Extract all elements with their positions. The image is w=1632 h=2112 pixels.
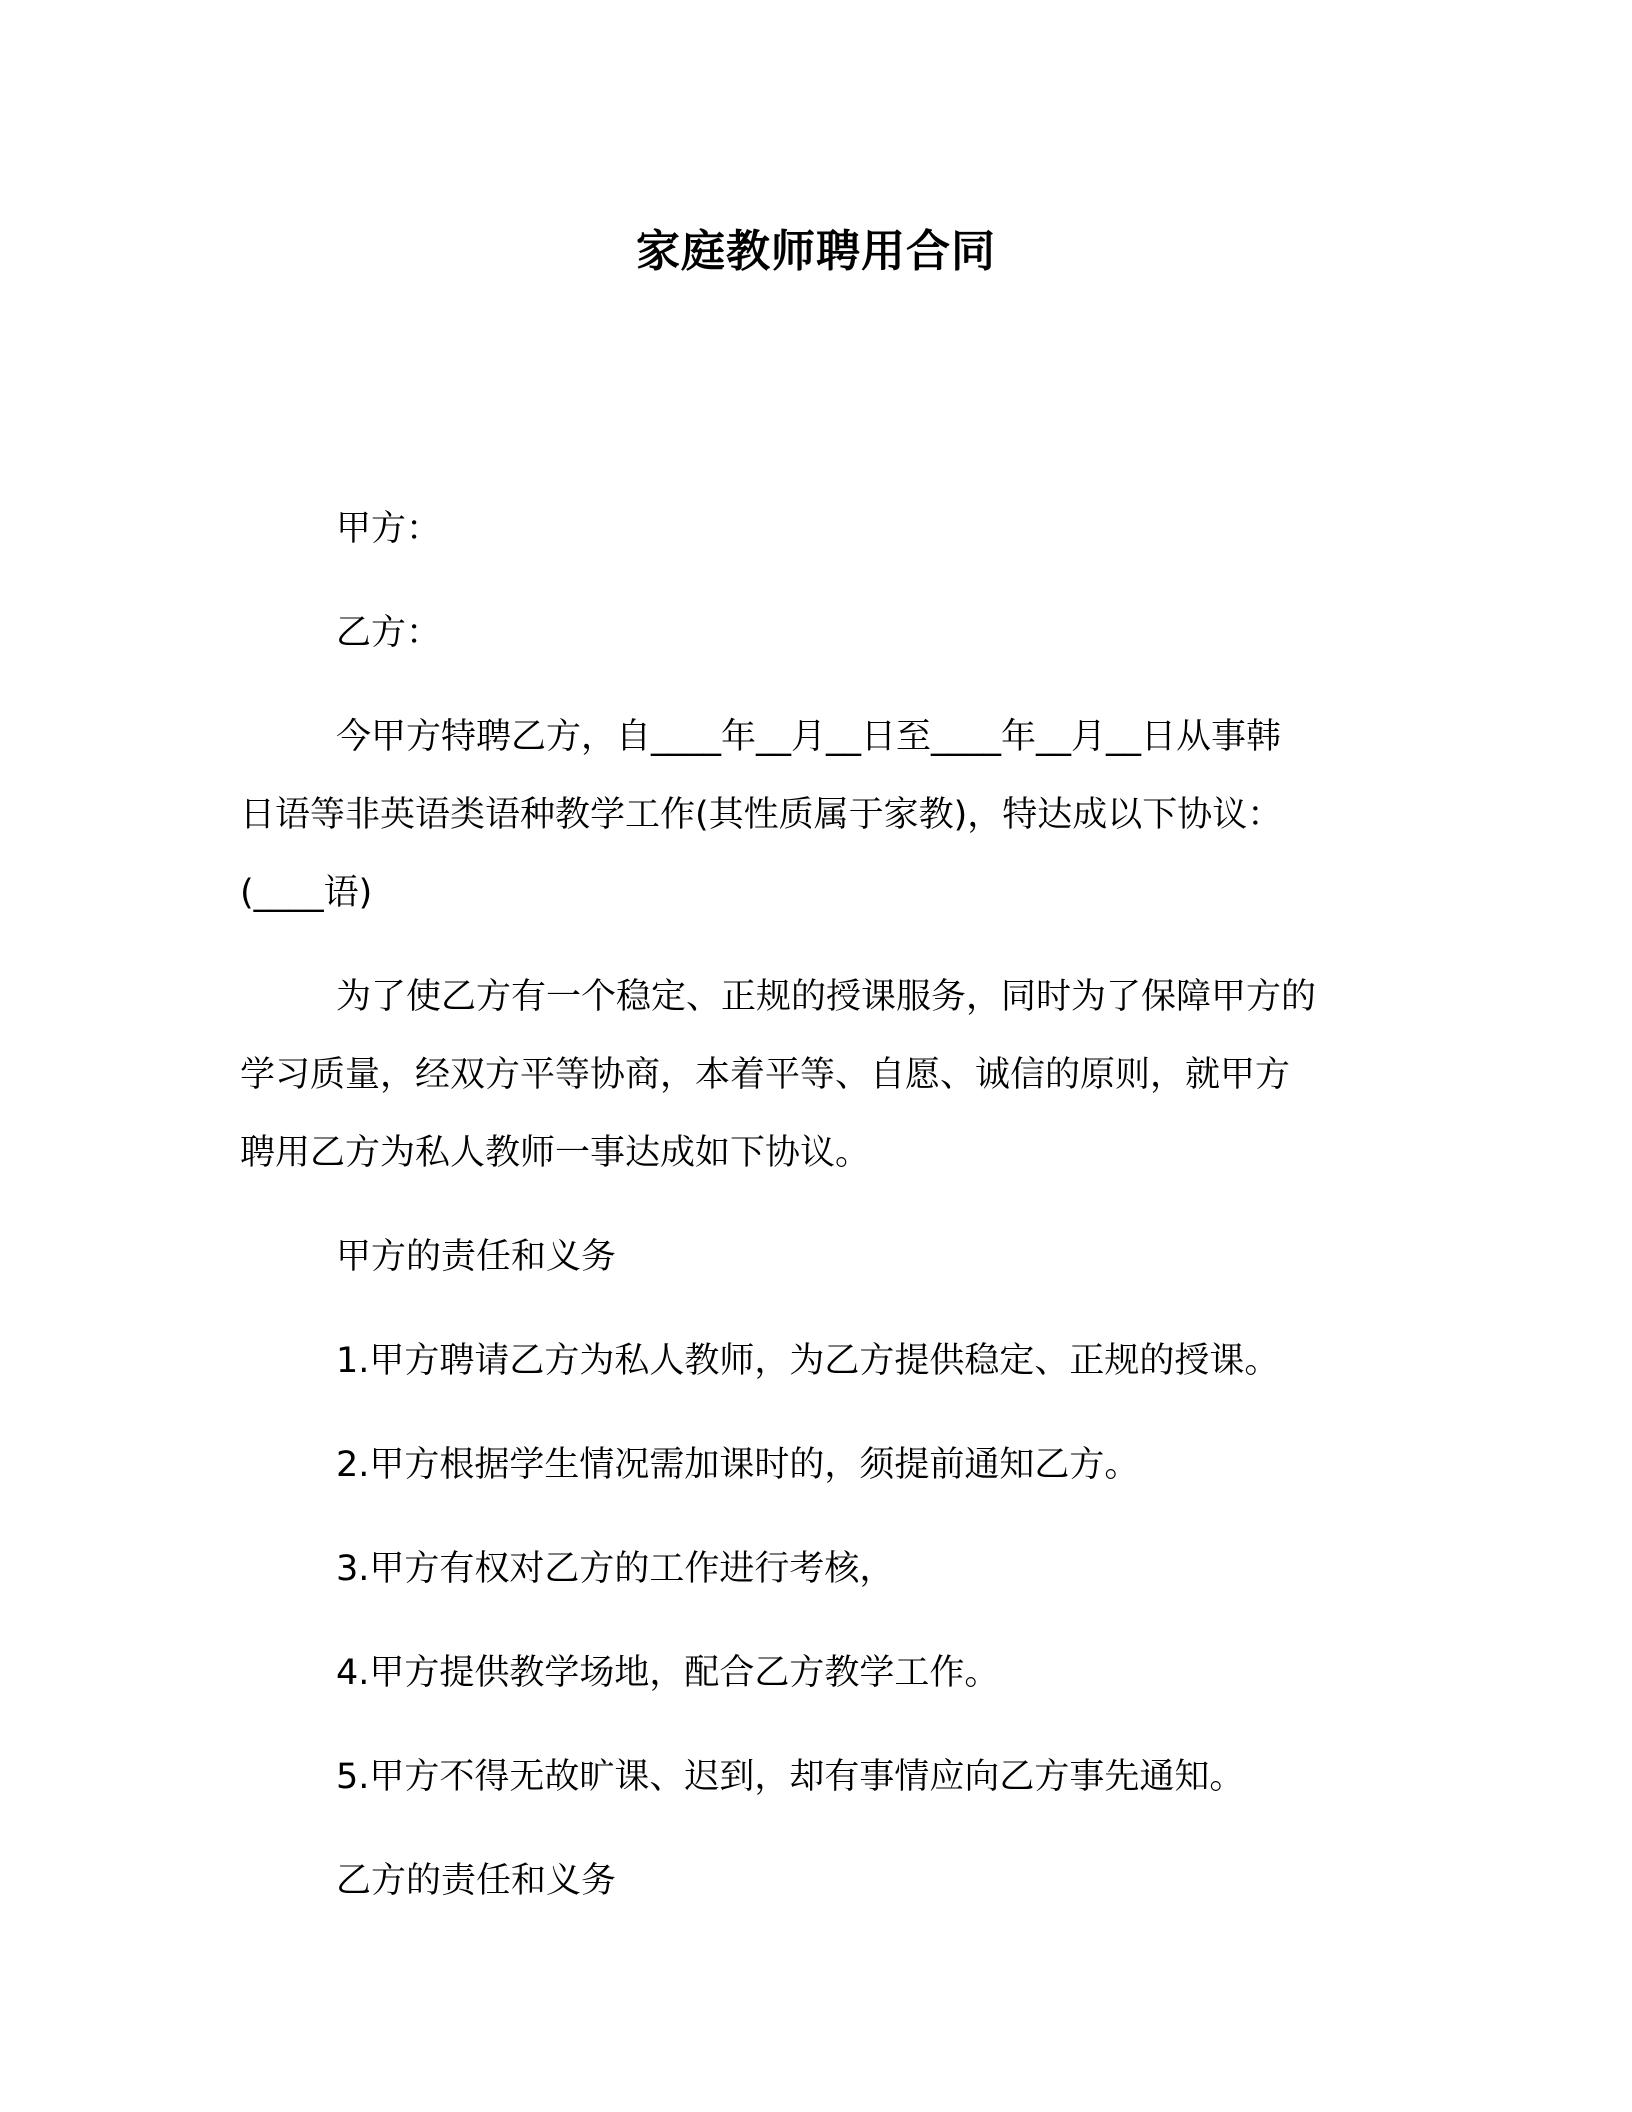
section-a-heading: 甲方的责任和义务 [336,1237,617,1277]
purpose-line: 为了使乙方有一个稳定、正规的授课服务，同时为了保障甲方的 [336,977,1317,1017]
purpose-line: 学习质量，经双方平等协商，本着平等、自愿、诚信的原则，就甲方 [240,1055,1291,1095]
section-a-item: 2.甲方根据学生情况需加课时的，须提前通知乙方。 [336,1445,1140,1485]
section-a-item: 3.甲方有权对乙方的工作进行考核， [336,1549,895,1589]
section-a-item: 5.甲方不得无故旷课、迟到，却有事情应向乙方事先通知。 [336,1757,1245,1797]
section-b-heading: 乙方的责任和义务 [336,1861,617,1901]
document-body [240,490,1380,1946]
intro-paragraph [240,698,1380,932]
intro-line: (____语) [240,873,373,913]
section-a-item: 4.甲方提供教学场地，配合乙方教学工作。 [336,1653,1000,1693]
section-a-item: 1.甲方聘请乙方为私人教师，为乙方提供稳定、正规的授课。 [336,1341,1280,1381]
party-a-line: 甲方： [336,509,442,549]
party-b-line: 乙方： [336,613,442,653]
purpose-paragraph [240,958,1380,1192]
intro-line: 日语等非英语类语种教学工作(其性质属于家教)，特达成以下协议： [240,795,1283,835]
purpose-line: 聘用乙方为私人教师一事达成如下协议。 [240,1133,871,1173]
intro-line: 今甲方特聘乙方，自____年__月__日至____年__月__日从事韩 [336,717,1282,757]
document-title: 家庭教师聘用合同 [636,226,996,277]
